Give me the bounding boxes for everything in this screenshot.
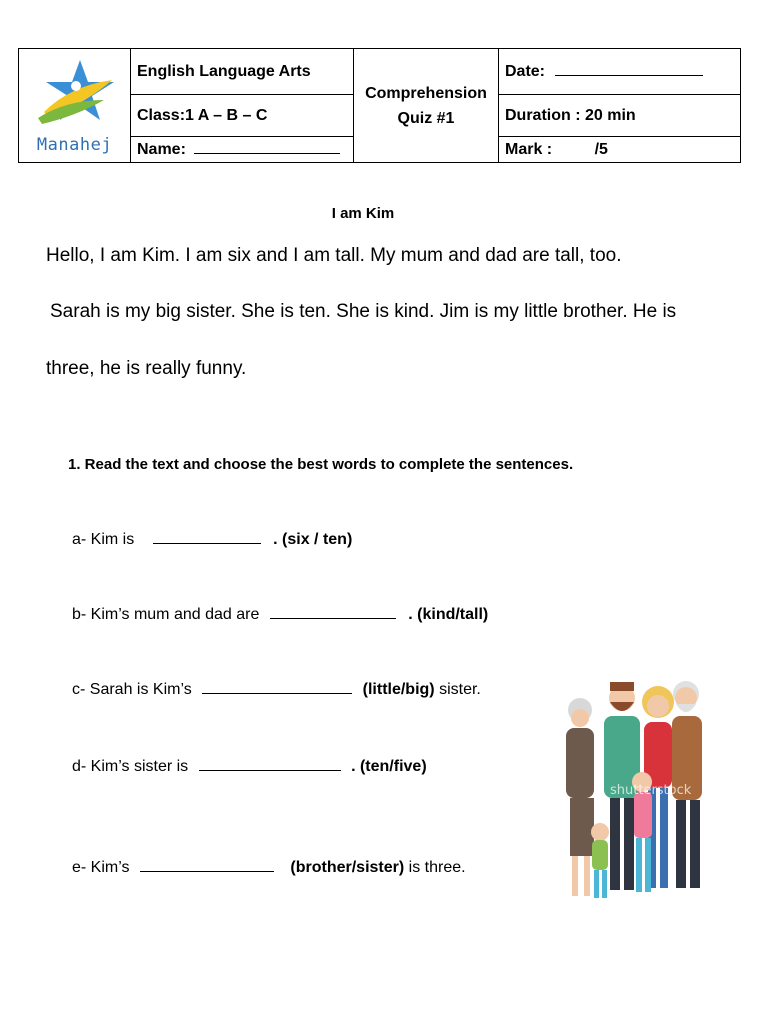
item-prefix: b- Kim’s mum and dad are xyxy=(72,606,260,623)
answer-blank-a[interactable] xyxy=(153,543,261,544)
quiz-title-line1: Comprehension xyxy=(365,84,487,102)
header-table xyxy=(18,48,741,163)
question-item-b xyxy=(72,606,488,624)
name-label: Name: xyxy=(137,140,186,158)
date-label: Date: xyxy=(505,62,546,80)
answer-blank-c[interactable] xyxy=(202,693,352,694)
family-illustration xyxy=(558,662,718,917)
mark-total: /5 xyxy=(594,140,608,158)
item-suffix: sister. xyxy=(434,681,481,698)
date-cell xyxy=(499,49,741,95)
passage-line-2: Sarah is my big sister. She is ten. She is kind. Jim is my little brother. He is xyxy=(50,301,677,322)
item-options: (brother/sister) xyxy=(290,859,405,876)
mark-cell xyxy=(499,137,741,163)
subject-cell: English Language Arts xyxy=(131,49,354,95)
item-options: . (ten/five) xyxy=(351,758,427,775)
watermark-text: shutterstock xyxy=(610,783,692,798)
passage-line-3: three, he is really funny. xyxy=(46,358,247,379)
answer-blank-e[interactable] xyxy=(140,871,274,872)
question-item-a xyxy=(72,531,352,549)
passage-line-1: Hello, I am Kim. I am six and I am tall. My mum and dad are tall, too. xyxy=(46,245,622,266)
question-heading: 1. Read the text and choose the best words to complete the sentences. xyxy=(68,456,574,473)
family-icon xyxy=(558,662,718,912)
item-prefix: e- Kim’s xyxy=(72,859,130,876)
quiz-title-line2: Quiz #1 xyxy=(397,109,455,127)
answer-blank-b[interactable] xyxy=(270,618,396,619)
question-item-c xyxy=(72,681,481,699)
question-item-d xyxy=(72,758,427,776)
passage-title: I am Kim xyxy=(331,205,395,222)
quiz-title-cell xyxy=(354,49,499,163)
logo-text: Manahej xyxy=(36,135,113,155)
logo xyxy=(19,49,131,163)
item-suffix: is three. xyxy=(404,859,466,876)
logo-star-icon xyxy=(30,56,120,134)
question-item-e xyxy=(72,859,466,877)
item-options: (little/big) xyxy=(362,681,435,698)
name-cell xyxy=(131,137,354,163)
item-prefix: d- Kim’s sister is xyxy=(72,758,189,775)
item-prefix: c- Sarah is Kim’s xyxy=(72,681,192,698)
item-options: . (kind/tall) xyxy=(408,606,489,623)
answer-blank-d[interactable] xyxy=(199,770,341,771)
item-options: . (six / ten) xyxy=(273,531,353,548)
date-field[interactable] xyxy=(555,75,703,76)
item-prefix: a- Kim is xyxy=(72,531,135,548)
class-cell: Class:1 A – B – C xyxy=(131,95,354,137)
mark-label: Mark : xyxy=(505,140,553,158)
name-field[interactable] xyxy=(194,153,340,154)
duration-cell: Duration : 20 min xyxy=(499,95,741,137)
